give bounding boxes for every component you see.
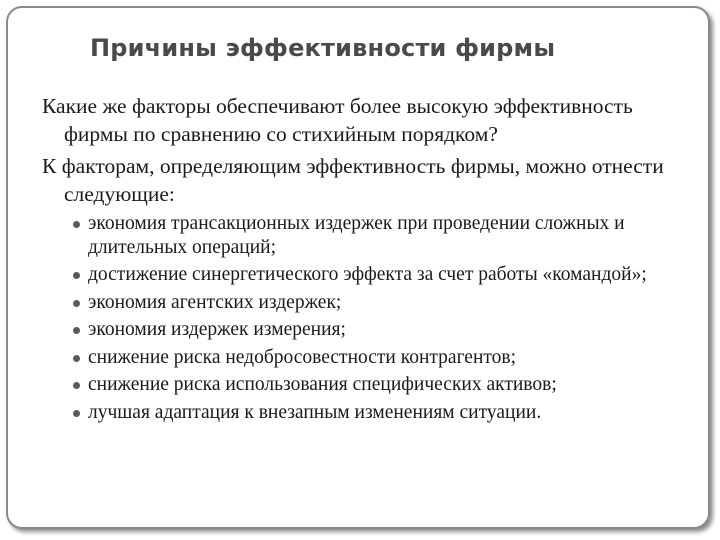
slide-title: Причины эффективности фирмы [90,34,556,62]
list-item [42,263,702,287]
list-item [42,212,702,259]
intro-paragraph: К факторам, определяющим эффективность фирмы, можно отнести следующие: [42,154,664,206]
bullet-icon [73,355,80,362]
list-item [42,401,702,425]
factor-list [42,212,702,424]
bullet-icon [73,300,80,307]
list-item [42,373,702,397]
bullet-icon [73,327,80,334]
list-item-text: достижение синергетического эффекта за счет работы «командой»; [88,264,647,285]
question-paragraph: Какие же факторы обеспечивают более высокую эффективность фирмы по сравнению со стихийным порядком? [42,94,633,146]
list-item-text: лучшая адаптация к внезапным изменениям ситуации. [88,401,542,423]
bullet-icon [73,382,80,389]
list-item-text: снижение риска использования специфических активов; [88,374,557,395]
list-item-text: экономия трансакционных издержек при проведении сложных и длительных операций; [88,213,625,258]
list-item-text: экономия агентских издержек; [88,291,342,313]
list-item-text: экономия издержек измерения; [88,319,346,340]
list-item [42,318,702,342]
list-item-text: снижение риска недобросовестности контрагентов; [88,346,517,368]
list-item [42,291,702,315]
slide-frame [6,6,710,529]
bullet-icon [73,272,80,279]
bullet-icon [73,410,80,417]
bullet-icon [73,221,80,228]
slide-body [42,92,702,428]
list-item [42,346,702,370]
